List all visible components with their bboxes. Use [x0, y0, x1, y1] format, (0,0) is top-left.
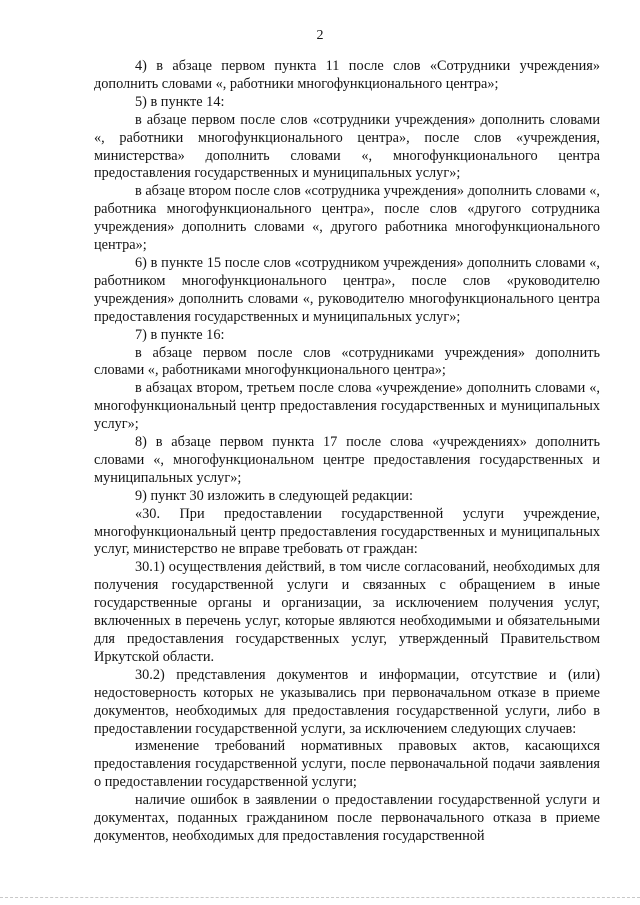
paragraph-case-requirements-change: изменение требований нормативных правовых актов, касающихся предоставления государственной услуги, после первоначальной подачи заявления о предоставлении государственной услуги; — [94, 738, 600, 791]
paragraph-case-errors: наличие ошибок в заявлении о предоставлении государственной услуги и документах, поданных гражданином после первоначального отказа в приеме документов, необходимых для предоставления государственной — [94, 792, 600, 844]
page-number: 2 — [316, 28, 324, 43]
paragraph-item-7-abzac-2-3: в абзацах втором, третьем после слова «учреждение» дополнить словами «, многофункциональный центр предоставления государственных и муниципальных услуг»; — [94, 380, 600, 433]
document-body — [94, 58, 600, 846]
paragraph-item-7-abzac-1: в абзаце первом после слов «сотрудниками учреждения» дополнить словами «, работниками многофункционального центра»; — [94, 344, 600, 379]
paragraph-clause-30-1: 30.1) осуществления действий, в том числе согласований, необходимых для получения государственной услуги и связанных с обращением в иные государственные органы и организации, за исключением получения услуг, включенных в перечень услуг, которые являются необходимыми и обязательными для предоставления государственных услуг, утвержденный Правительством Иркутской области. — [94, 559, 600, 665]
paragraph-clause-30: «30. При предоставлении государственной услуги учреждение, многофункциональный центр предоставления государственных и муниципальных услуг, министерство не вправе требовать от граждан: — [94, 505, 600, 558]
paragraph-item-6: 6) в пункте 15 после слов «сотрудником учреждения» дополнить словами «, работником многофункционального центра», после слов «руководителю учреждения» дополнить словами «, руководителю многофункционального центра предоставления государственных и муниципальных услуг»; — [94, 254, 600, 325]
paragraph-item-4: 4) в абзаце первом пункта 11 после слов «Сотрудники учреждения» дополнить словами «, работники многофункционального центра»; — [94, 58, 600, 92]
paragraph-item-9: 9) пункт 30 изложить в следующей редакции: — [135, 487, 413, 504]
paragraph-item-8: 8) в абзаце первом пункта 17 после слова «учреждениях» дополнить словами «, многофункциональном центре предоставления государственных и муниципальных услуг»; — [94, 434, 600, 486]
paragraph-item-5: 5) в пункте 14: — [135, 93, 225, 110]
page-bottom-divider — [0, 897, 640, 898]
paragraph-item-7: 7) в пункте 16: — [135, 326, 225, 343]
paragraph-clause-30-2: 30.2) представления документов и информации, отсутствие и (или) недостоверность которых не указывались при первоначальном отказе в приеме документов, необходимых для предоставления государственной услуги, либо в предоставлении государственной услуги, за исключением следующих случаев: — [94, 666, 600, 737]
paragraph-item-5-abzac-1: в абзаце первом после слов «сотрудники учреждения» дополнить словами «, работники многофункционального центра», после слов «учреждения, министерства» дополнить словами «, многофункционального центра предоставления государственных и муниципальных услуг»; — [94, 111, 600, 182]
paragraph-item-5-abzac-2: в абзаце втором после слов «сотрудника учреждения» дополнить словами «, работника многофункционального центра», после слов «другого сотрудника учреждения» дополнить словами «, другого работника многофункционального центра»; — [94, 183, 600, 254]
